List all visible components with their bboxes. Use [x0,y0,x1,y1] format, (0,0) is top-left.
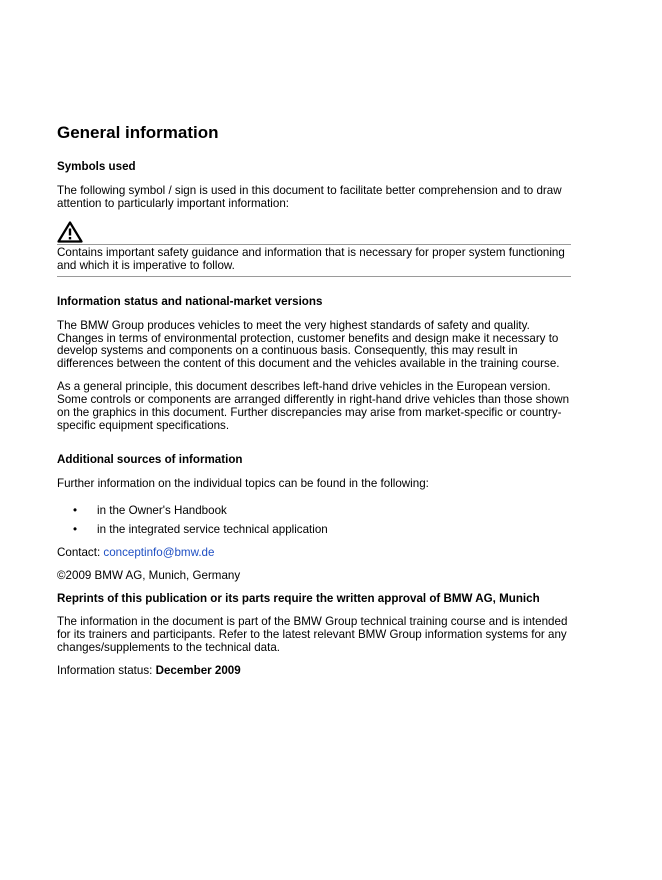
warning-text: Contains important safety guidance and information that is necessary for proper system functioning and which it is imperative to follow. [57,245,565,272]
sources-heading: Additional sources of information [57,452,243,466]
sources-list [57,505,571,537]
copyright: ©2009 BMW AG, Munich, Germany [57,569,241,582]
status-paragraph-2: As a general principle, this document describes left-hand drive vehicles in the European version. Some controls or components are arranged differently in right-hand drive vehicles than those shown on the graphics in this document. Further discrepancies may arise from market-specific or country-specific equipment specifications. [57,380,570,432]
symbols-heading: Symbols used [57,160,136,173]
contact-line [57,547,571,560]
sources-intro: Further information on the individual topics can be found in the following: [57,476,429,490]
warning-top-rule [57,244,571,245]
warning-notice [57,221,571,277]
list-item: • in the integrated service technical application [57,524,571,537]
list-item: • in the Owner's Handbook [57,505,571,518]
info-status-value: December 2009 [155,663,241,677]
page-content [57,122,571,687]
warning-bottom-rule [57,276,571,277]
status-paragraph-1: The BMW Group produces vehicles to meet the very highest standards of safety and quality. Changes in terms of environmental protection, customer benefits and design make it necessary to develop systems and components on a continuous basis. Consequently, this may result in differences between the content of this document and the vehicles available in the training course. [57,318,560,371]
page-title: General information [57,123,219,142]
contact-label: Contact: [57,546,104,560]
usage-text: The information in the document is part of the BMW Group technical training course and is intended for its trainers and participants. Refer to the latest relevant BMW Group information systems for any changes/supplements to the technical data. [57,614,568,654]
symbols-intro: The following symbol / sign is used in this document to facilitate better comprehension and to draw attention to particularly important information: [57,184,562,210]
status-heading: Information status and national-market versions [57,294,323,308]
reprint-notice: Reprints of this publication or its parts require the written approval of BMW AG, Munich [57,591,540,605]
info-status-label: Information status: [57,663,156,677]
contact-email-link[interactable]: conceptinfo@bmw.de [103,546,215,560]
warning-triangle-icon [57,221,83,243]
information-status [57,665,571,678]
